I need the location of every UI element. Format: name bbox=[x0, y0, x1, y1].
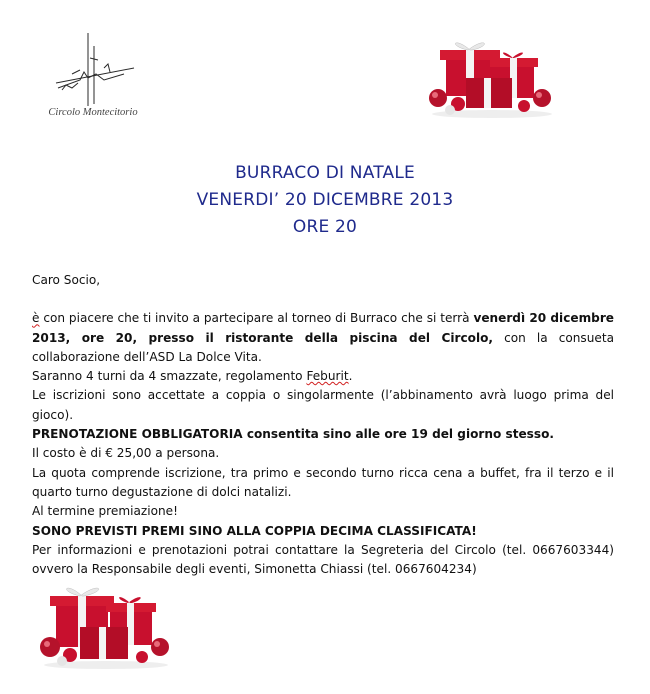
logo-name: Circolo Montecitorio bbox=[48, 107, 138, 118]
christmas-gifts-top-image bbox=[424, 38, 559, 118]
grammar-flag: è bbox=[32, 311, 40, 326]
paragraph-invitation bbox=[32, 309, 614, 367]
paragraph-awards: Al termine premiazione! bbox=[32, 504, 178, 519]
paragraph-cost: Il costo è di € 25,00 a persona. bbox=[32, 446, 220, 461]
rules-end: . bbox=[348, 369, 353, 384]
paragraph-rules bbox=[32, 367, 614, 386]
rules-name: Feburit bbox=[306, 369, 349, 384]
greeting: Caro Socio, bbox=[32, 273, 101, 287]
paragraph-booking: PRENOTAZIONE OBBLIGATORIA consentita sino alle ore 19 del giorno stesso. bbox=[32, 427, 554, 442]
title-line-3: ORE 20 bbox=[292, 217, 358, 237]
event-title bbox=[0, 160, 650, 241]
christmas-gifts-bottom-image bbox=[36, 583, 176, 669]
title-line-1: BURRACO DI NATALE bbox=[235, 163, 415, 183]
letter-body bbox=[32, 271, 614, 579]
invitation-collab: con la consueta collaborazione dell’ASD La Dolce Vita. bbox=[32, 330, 614, 364]
invitation-date-bold: venerdì 20 dicembre 2013, ore 20, presso il ristorante della piscina del Circolo, bbox=[32, 311, 615, 345]
paragraph-contacts: Per informazioni e prenotazioni potrai contattare la Segreteria del Circolo (tel. 0667603344) ovvero la Responsabile degli eventi, Simonetta Chiassi (tel. 0667604234) bbox=[32, 542, 614, 577]
paragraph-prizes: SONO PREVISTI PREMI SINO ALLA COPPIA DECIMA CLASSIFICATA! bbox=[32, 523, 477, 538]
rules-text: Saranno 4 turni da 4 smazzate, regolamento bbox=[32, 369, 307, 384]
paragraph-fee: La quota comprende iscrizione, tra primo e secondo turno ricca cena a buffet, fra il terzo e il quarto turno degustazione di dolci natalizi. bbox=[32, 465, 614, 499]
invitation-text: con piacere che ti invito a partecipare al torneo di Burraco che si terrà bbox=[39, 311, 474, 326]
title-line-2: VENERDI’ 20 DICEMBRE 2013 bbox=[196, 190, 454, 210]
paragraph-registration: Le iscrizioni sono accettate a coppia o singolarmente (l’abbinamento avrà luogo prima del gioco). bbox=[32, 388, 614, 422]
